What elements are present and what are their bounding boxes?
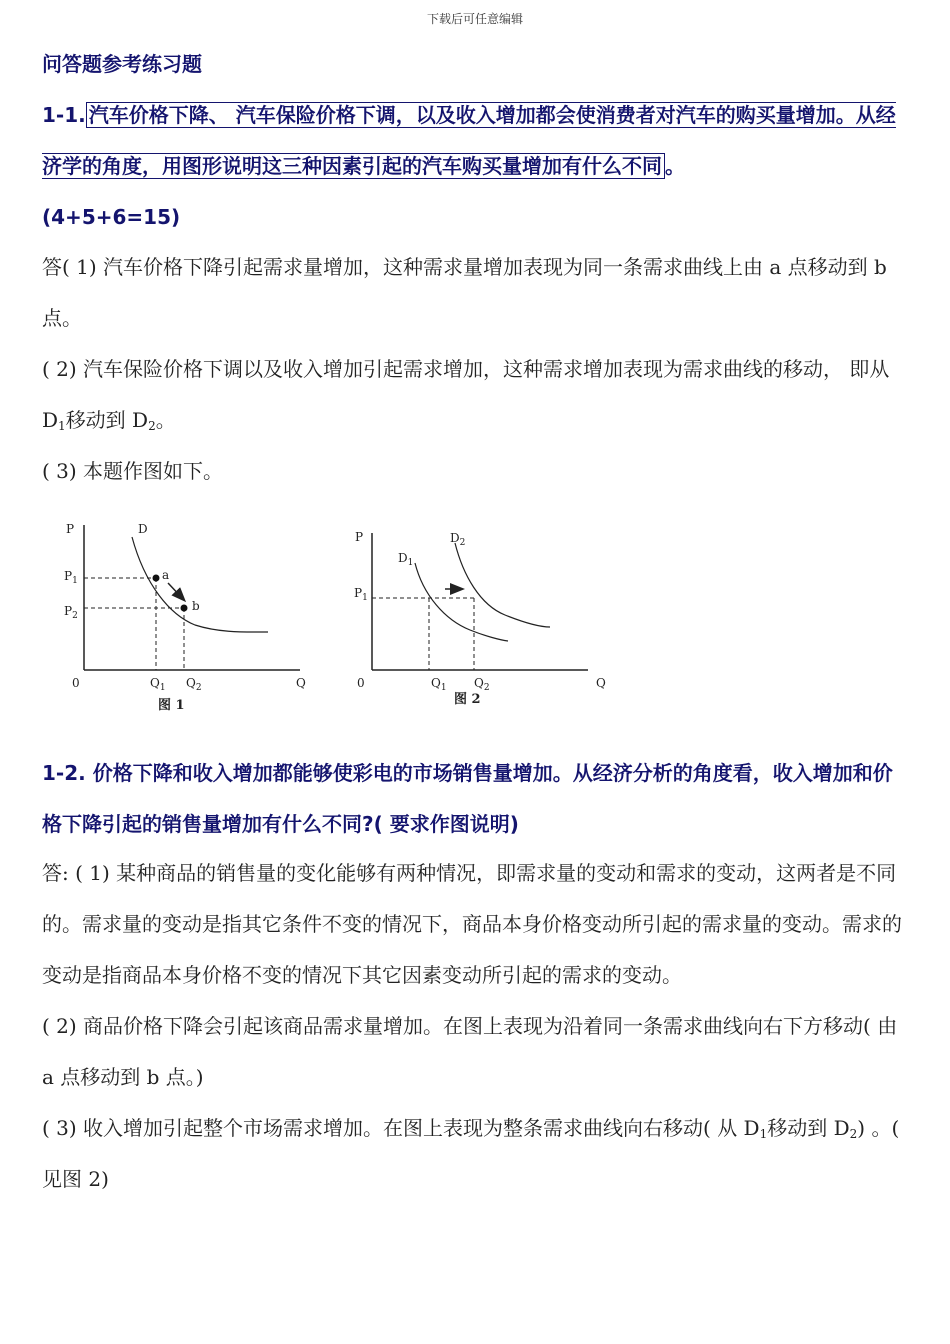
fig1-q1-label: $Q_1$ [150,676,166,693]
fig1-origin-label: 0 [72,676,80,690]
answer-paragraph-3: ( 3) 收入增加引起整个市场需求增加。在图上表现为整条需求曲线向右移动( 从 $D_1$移动到 $D_2$) 。( 见图 2) [42,1116,900,1191]
fig2-origin-label: 0 [357,676,365,690]
fig1-d-label: D [138,522,148,536]
fig1-demand-curve [132,537,268,632]
page-title: 问答题参考练习题 [42,52,202,76]
fig2-q2-label: $Q_2$ [474,676,490,693]
fig1-point-b [181,605,188,612]
fig1-arrow [168,583,184,600]
question-score: (4+5+6=15) [42,205,181,229]
figure-2 [354,530,606,707]
answer-1-1 [42,242,912,497]
question-1-2: 1-2. 价格下降和收入增加都能够使彩电的市场销售量增加。从经济分析的角度看，收入增加和价格下降引起的销售量增加有什么不同?( 要求作图说明) [42,761,893,836]
question-1-1 [42,90,912,243]
demand-figures-svg [60,515,620,720]
fig1-q2-label: $Q_2$ [186,676,202,693]
fig2-q-label: Q [596,676,606,690]
fig1-p1-label: $P_1$ [64,569,78,586]
fig1-p-label: P [66,522,75,536]
answer-paragraph-1: 答: ( 1) 某种商品的销售量的变化能够有两种情况，即需求量的变动和需求的变动，这两者是不同的。需求量的变动是指其它条件不变的情况下，商品本身价格变动所引起的需求量的变动。需求的变动是指商品本身价格不变的情况下其它因素变动所引起的需求的变动。 [42,861,902,987]
fig1-point-a [153,575,160,582]
fig1-caption: 图 1 [158,698,185,713]
figure-1 [64,522,306,713]
fig2-p-label: P [355,530,364,544]
question-end: 。 [665,154,685,178]
question-text-boxed: 汽车价格下降、 汽车保险价格下调，以及收入增加都会使消费者对汽车的购买量增加。从经济学的角度，用图形说明这三种因素引起的汽车购买量增加有什么不同 [42,103,896,178]
fig1-q-label: Q [296,676,306,690]
fig1-p2-label: $P_2$ [64,604,78,621]
answer-paragraph-2: ( 2) 汽车保险价格下调以及收入增加引起需求增加，这种需求增加表现为需求曲线的移动， 即从 $D_1$移动到 $D_2$。 [42,357,890,433]
question-number: 1-1. [42,103,86,127]
answer-paragraph-3: ( 3) 本题作图如下。 [42,459,224,483]
fig1-b-label: b [192,599,200,613]
page-header: 下载后可任意编辑 [426,12,523,26]
fig2-d1-label: $D_1$ [398,551,414,568]
fig2-d2-curve [455,543,550,627]
answer-1-2 [42,848,912,1205]
fig2-caption: 图 2 [454,692,481,707]
answer-paragraph-1: 答( 1) 汽车价格下降引起需求量增加，这种需求量增加表现为同一条需求曲线上由 a 点移动到 b 点。 [42,255,887,330]
fig2-p1-label: $P_1$ [354,586,368,603]
answer-paragraph-2: ( 2) 商品价格下降会引起该商品需求量增加。在图上表现为沿着同一条需求曲线向右下方移动( 由 a 点移动到 b 点。) [42,1014,898,1089]
fig2-d2-label: $D_2$ [450,531,466,548]
fig2-q1-label: $Q_1$ [431,676,447,693]
fig1-a-label: a [162,568,170,582]
figures [60,515,620,724]
